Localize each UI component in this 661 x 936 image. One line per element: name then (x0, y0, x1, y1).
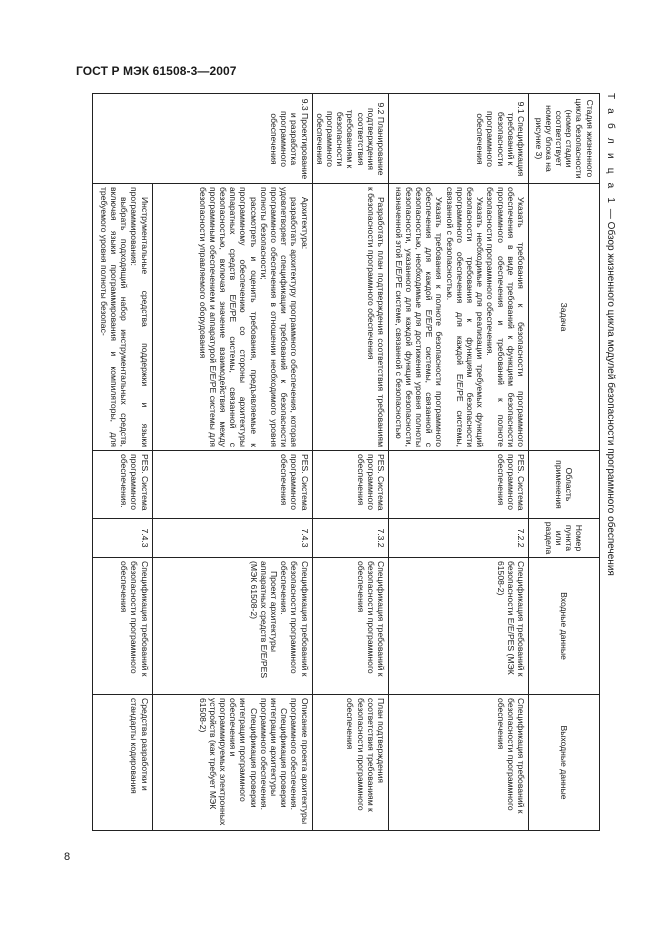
scope-cell: PES. Система программного обеспечения (152, 451, 312, 519)
task-paragraph: Разработать план подтверждения соответствия требованиям к безопасности программного обеспечения (365, 187, 386, 447)
output-cell: Спецификация требований к безопасности программного обеспечения (389, 695, 529, 831)
output-paragraph: Описание проекта архитектуры программного обеспечения. (289, 698, 310, 825)
document-header: ГОСТ Р МЭК 61508-3—2007 (76, 64, 237, 78)
task-cell (152, 184, 312, 451)
output-paragraph: Спецификация проверки интеграции архитектуры программного обеспечения. (258, 698, 290, 811)
task-paragraph: разработать архитектуру программного обеспечения, которая удовлетворяет спецификации требований к безопасности программного обеспечения в отношении необходимого уровня полноты безопасности; (258, 187, 300, 447)
table-row (389, 94, 529, 831)
clause-cell: 7.4.3 (152, 519, 312, 558)
task-paragraph: рассмотреть и оценить требования, предъявляемые к программному обеспечению со стороны архитектуры аппаратных средств E/E/PE системы, связанной с безопасностью, включая значение взаимодействия между программным обеспечением и аппаратурой E/E/PE системы для безопасности управляемого оборудования (197, 187, 259, 447)
scope-cell: PES. Система программного обеспечения. (92, 451, 152, 519)
input-paragraph: Спецификация требований к безопасности программного обеспечения. (279, 561, 310, 677)
rotated-table-block (87, 93, 616, 830)
col-header-output: Выходные данные (529, 695, 600, 831)
clause-cell: 7.4.3 (92, 519, 152, 558)
stage-cell: 9.3 Проектирование и разработка программного обеспечения (152, 94, 312, 184)
stage-cell: 9.2 Планирование подтверждения соответствия требованиям к безопасности программного обеспечения (312, 94, 388, 184)
task-paragraph: Указать требования к безопасности программного обеспечения в виде требований к функциям безопасности программного обеспечения и требований к полноте безопасности программного обеспечения. (485, 187, 526, 447)
output-cell (152, 695, 312, 831)
col-header-clause: Номер пункта или раздела (529, 519, 600, 558)
col-header-task: Задача (529, 184, 600, 451)
lifecycle-table (92, 93, 600, 831)
table-row (92, 94, 152, 831)
table-caption-text: — Обзор жизненного цикла модулей безопасности программного обеспечения (605, 208, 616, 576)
input-cell: Спецификация требований к безопасности программного обеспечения (312, 558, 388, 695)
table-caption-prefix: Т а б л и ц а 1 (605, 93, 616, 207)
scope-cell: PES. Система программного обеспечения (312, 451, 388, 519)
table-caption (605, 93, 616, 830)
output-cell: Средства разработки и стандарты кодирования (92, 695, 152, 831)
col-header-input: Входные данные (529, 558, 600, 695)
col-header-scope: Область применения (529, 451, 600, 519)
page-number: 8 (64, 851, 71, 863)
task-paragraph: Архитектура: (299, 197, 310, 250)
scope-cell: PES. Система программного обеспечения (389, 451, 529, 519)
table-row (312, 94, 388, 831)
stage-cell (92, 94, 152, 184)
task-cell (389, 184, 529, 451)
stage-cell: 9.1 Спецификация требований к безопасности программного обеспечения (389, 94, 529, 184)
task-cell (312, 184, 388, 451)
task-paragraph: выбрать подходящий набор инструментальных средств, включая языки программирования и компиляторы, для требуемого уровня полноты безопас- (98, 187, 130, 447)
task-paragraph: Указать требования к полноте безопасности программного обеспечения для каждой E/E/PE системы, связанной с безопасностью, необходимые для достижения уровня полноты безопасности, указанного для каждой функции безопасности, назначенной этой E/E/PE системе, связанной с безопасностью (393, 187, 445, 447)
input-cell: Спецификация требований к безопасности E/E/PES (МЭК 61508-2) (389, 558, 529, 695)
input-cell: Спецификация требований к безопасности программного обеспечения (92, 558, 152, 695)
task-cell (92, 184, 152, 451)
table-header-row (529, 94, 600, 831)
output-cell: План подтверждения соответствия требованиям к безопасности программного обеспечения (312, 695, 388, 831)
clause-cell: 7.2.2 (389, 519, 529, 558)
task-paragraph: Инструментальные средства поддержки и языки программирования: (129, 187, 150, 447)
table-row (152, 94, 312, 831)
output-paragraph: Спецификация проверки интеграции программного обеспечения и программируемых электронных устройств (как требует МЭК 61508-2) (197, 698, 259, 826)
input-paragraph: Проект архитектуры аппаратных средств E/E/PES (МЭК 61508-2) (248, 561, 279, 679)
input-cell (152, 558, 312, 695)
task-paragraph: Указать необходимые для реализации требуемых функций безопасности требования к функциям безопасности программного обеспечения для каждой E/E/PE системы, связанной с безопасностью. (444, 187, 486, 447)
col-header-stage: Стадия жизненного цикла безопасности (номер стадии соответствует номеру блока на рисунке 3) (529, 94, 600, 184)
clause-cell: 7.3.2 (312, 519, 388, 558)
